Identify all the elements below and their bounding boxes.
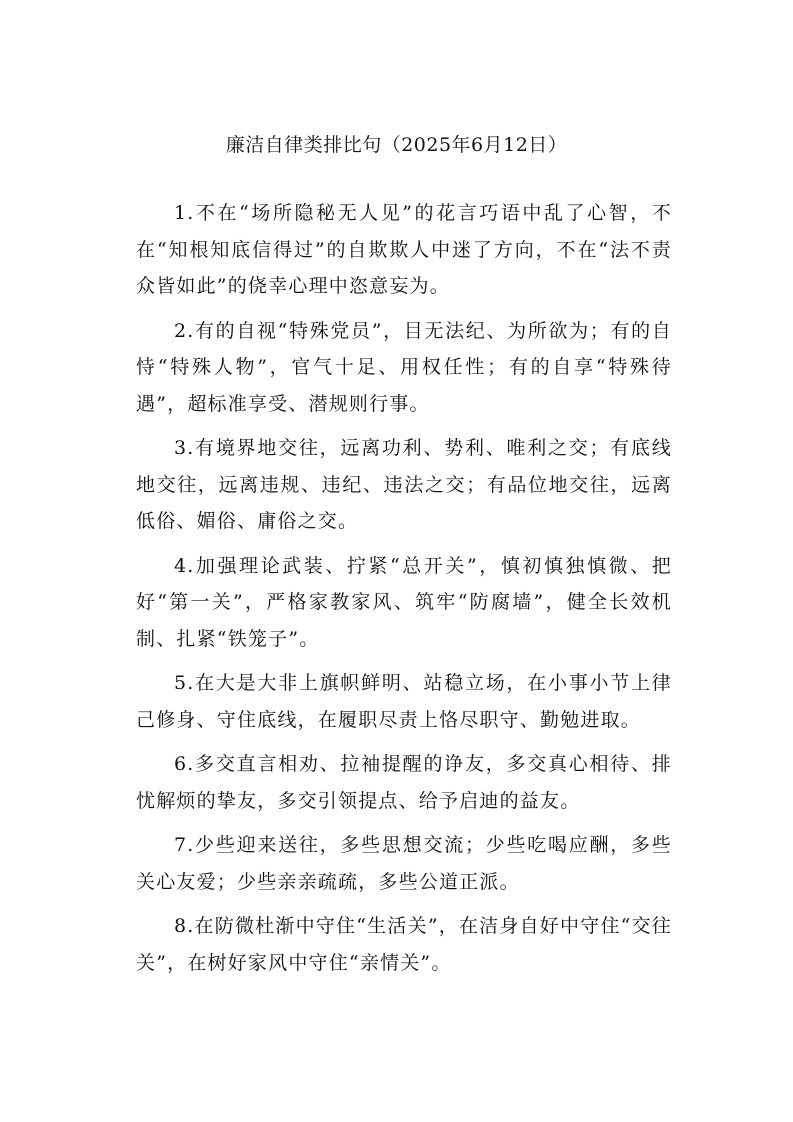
paragraph-3: 3.有境界地交往，远离功利、势利、唯利之交；有底线地交往，远离违规、违纪、违法之交；有品位地交往，远离低俗、媚俗、庸俗之交。 [136,437,672,532]
paragraph-5: 5.在大是大非上旗帜鲜明、站稳立场，在小事小节上律己修身、守住底线，在履职尽责上恪尽职守、勤勉进取。 [136,672,672,731]
paragraph-6: 6.多交直言相劝、拉袖提醒的诤友，多交真心相待、排忧解烦的挚友，多交引领提点、给予启迪的益友。 [136,753,672,812]
paragraph-2: 2.有的自视“特殊党员”，目无法纪、为所欲为；有的自恃“特殊人物”，官气十足、用权任性；有的自享“特殊待遇”，超标准享受、潜规则行事。 [136,319,672,415]
paragraph-7: 7.少些迎来送往，多些思想交流；少些吃喝应酬，多些关心友爱；少些亲亲疏疏，多些公道正派。 [136,834,672,893]
document-title: 廉洁自律类排比句（2025年6月12日） [225,134,568,156]
document-body [136,195,672,989]
paragraph-1: 1.不在“场所隐秘无人见”的花言巧语中乱了心智，不在“知根知底信得过”的自欺欺人中迷了方向，不在“法不责众皆如此”的侥幸心理中恣意妄为。 [136,202,672,297]
paragraph-4: 4.加强理论武装、拧紧“总开关”，慎初慎独慎微、把好“第一关”，严格家教家风、筑牢“防腐墙”，健全长效机制、扎紧“铁笼子”。 [136,554,672,650]
paragraph-8: 8.在防微杜渐中守住“生活关”，在洁身自好中守住“交往关”，在树好家风中守住“亲情关”。 [136,915,672,974]
